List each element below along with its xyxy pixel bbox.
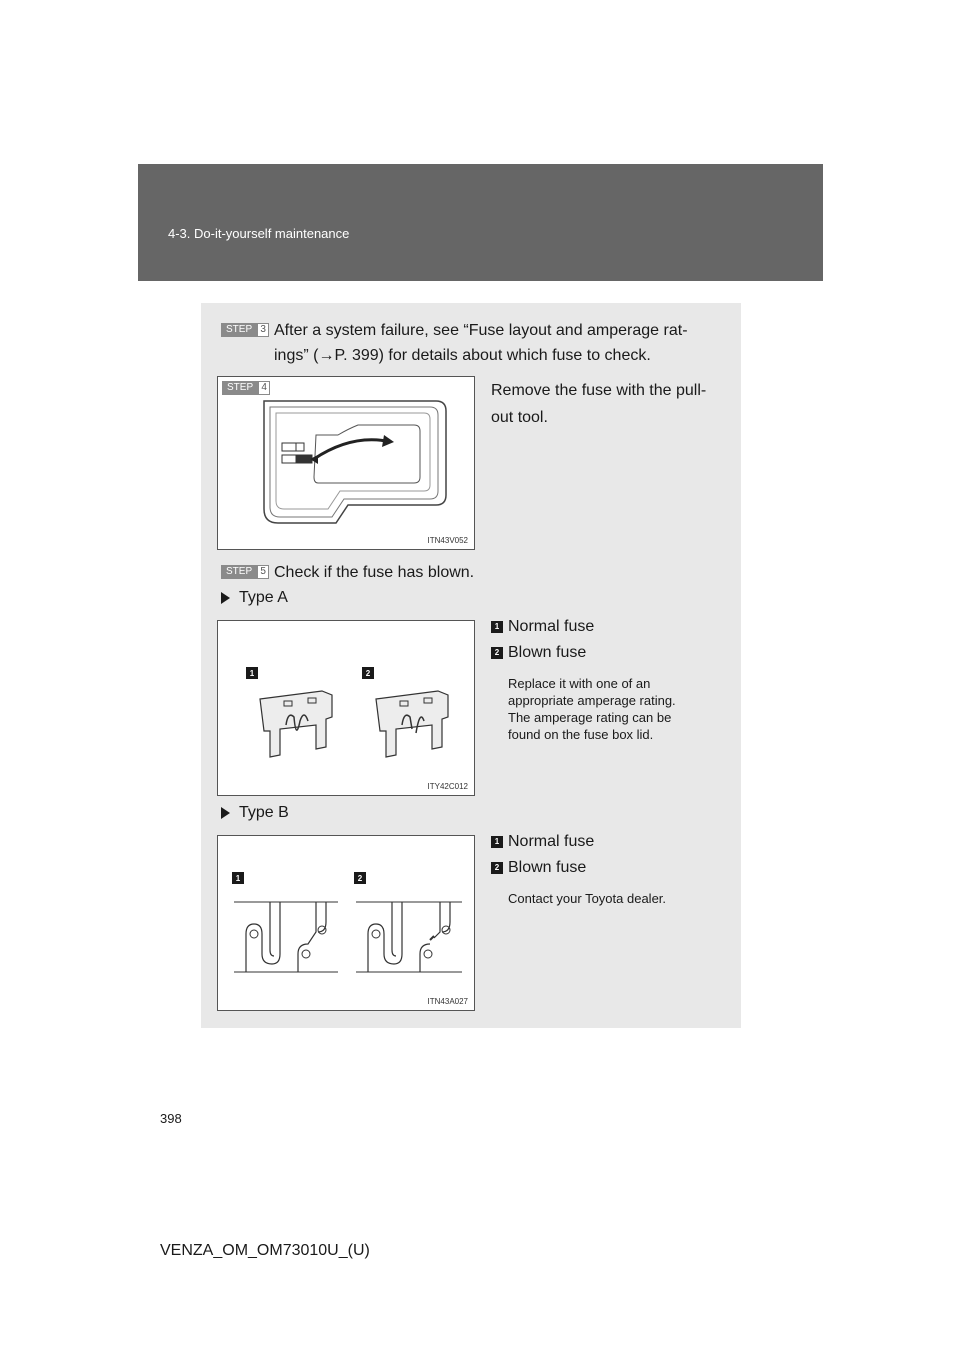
step-badge-word: STEP bbox=[221, 323, 257, 337]
document-code: VENZA_OM_OM73010U_(U) bbox=[160, 1242, 370, 1259]
triangle-bullet-icon bbox=[221, 592, 230, 604]
figure-code: ITN43A027 bbox=[427, 997, 468, 1006]
type-a-item1-label: Normal fuse bbox=[508, 618, 595, 635]
figure-code: ITY42C012 bbox=[427, 782, 468, 791]
step-4-text-line1: Remove the fuse with the pull- bbox=[491, 382, 707, 399]
figure-callout-2: 2 bbox=[357, 874, 363, 883]
step-5-badge bbox=[221, 565, 269, 579]
step-badge-word: STEP bbox=[222, 381, 258, 395]
content-box bbox=[201, 303, 741, 1028]
step-badge-number: 5 bbox=[257, 565, 269, 579]
type-b-item1-label: Normal fuse bbox=[508, 833, 595, 850]
figure-callout-2: 2 bbox=[365, 669, 371, 678]
type-b-item2-label: Blown fuse bbox=[508, 859, 587, 876]
type-a-note-line3: The amperage rating can be bbox=[508, 710, 672, 725]
type-a-heading bbox=[221, 588, 288, 608]
type-a-fuse-illustration bbox=[218, 621, 474, 795]
type-a-note-line1: Replace it with one of an bbox=[508, 676, 651, 691]
type-b-fuse-figure bbox=[217, 835, 475, 1011]
figure-callout-1: 1 bbox=[249, 669, 255, 678]
fuse-box-figure bbox=[217, 376, 475, 550]
step-3-badge bbox=[221, 323, 269, 337]
step-badge-number: 3 bbox=[257, 323, 269, 337]
type-b-heading bbox=[221, 803, 289, 823]
type-a-note-line4: found on the fuse box lid. bbox=[508, 727, 654, 742]
fuse-box-illustration bbox=[218, 377, 474, 549]
callout-2-icon: 2 bbox=[491, 862, 503, 874]
figure-code: ITN43V052 bbox=[427, 536, 468, 545]
type-b-fuse-illustration bbox=[218, 836, 474, 1010]
callout-2-icon: 2 bbox=[491, 647, 503, 659]
type-a-fuse-figure bbox=[217, 620, 475, 796]
type-b-label: Type B bbox=[239, 804, 289, 821]
triangle-bullet-icon bbox=[221, 807, 230, 819]
type-a-label: Type A bbox=[239, 589, 288, 606]
section-title: 4-3. Do-it-yourself maintenance bbox=[168, 226, 350, 241]
step-3-text-line2: ings” (→P. 399) for details about which fuse to check. bbox=[274, 347, 651, 364]
header-band bbox=[138, 164, 823, 281]
page-number: 398 bbox=[160, 1111, 182, 1126]
type-a-note-line2: appropriate amperage rating. bbox=[508, 693, 676, 708]
callout-1-icon: 1 bbox=[491, 836, 503, 848]
figure-callout-1: 1 bbox=[235, 874, 241, 883]
step-4-text-line2: out tool. bbox=[491, 409, 548, 426]
step-badge-number: 4 bbox=[258, 381, 270, 395]
type-a-item2-label: Blown fuse bbox=[508, 644, 587, 661]
step-badge-word: STEP bbox=[221, 565, 257, 579]
type-b-note: Contact your Toyota dealer. bbox=[508, 891, 667, 906]
callout-1-icon: 1 bbox=[491, 621, 503, 633]
step-5-text: Check if the fuse has blown. bbox=[274, 564, 475, 581]
step-3-text-line1: After a system failure, see “Fuse layout and amperage rat- bbox=[274, 322, 688, 339]
